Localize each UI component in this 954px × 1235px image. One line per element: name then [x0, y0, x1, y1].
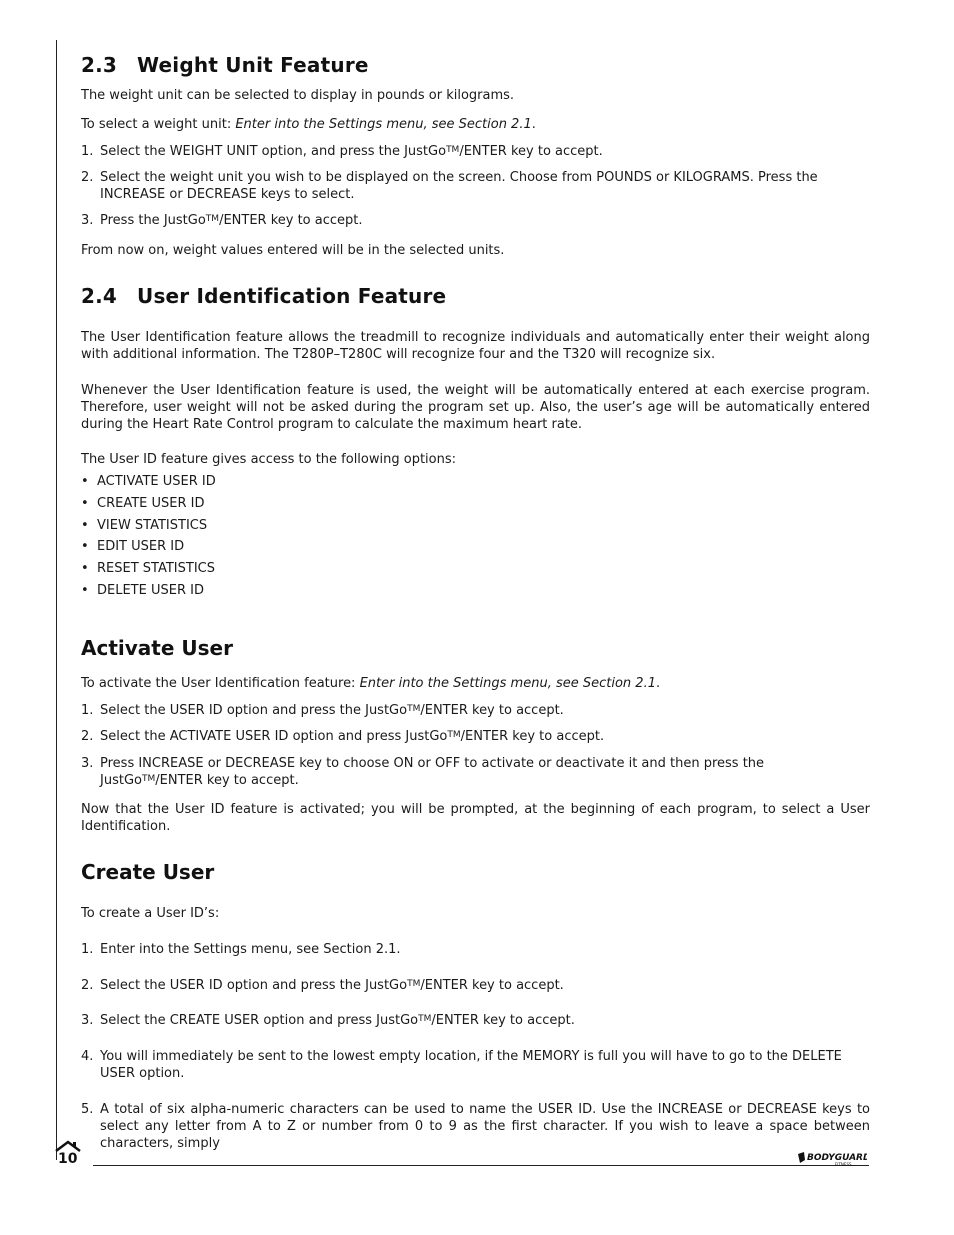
text: . [531, 117, 536, 132]
bullet-item [81, 473, 216, 490]
text: Select the CREATE USER option and press JustGo [100, 1013, 419, 1028]
bullet: • [81, 539, 89, 554]
text: /ENTER key to accept. [431, 1013, 575, 1028]
text: /ENTER key to accept. [459, 144, 603, 159]
bodyguard-logo [797, 1150, 867, 1173]
list-item [81, 169, 870, 203]
text: Press the JustGo [100, 213, 206, 228]
paragraph: To create a User ID’s: [81, 906, 220, 921]
trademark: TM [446, 145, 460, 155]
text: Enter into the Settings menu, see Section 2.1. [100, 942, 401, 957]
option-label: EDIT USER ID [97, 539, 185, 554]
list-item [81, 1012, 870, 1029]
option-label: RESET STATISTICS [97, 561, 215, 576]
step-number: 2. [81, 729, 94, 744]
step-number: 1. [81, 144, 94, 159]
list-item [81, 212, 870, 229]
trademark: TM [418, 1014, 432, 1024]
text: To activate the User Identification feature: [81, 676, 360, 691]
section-2-4-heading [81, 284, 446, 308]
list-item [81, 941, 870, 958]
left-margin-rule [56, 40, 57, 1160]
logo-subtext: FITNESS [835, 1162, 852, 1167]
text: Press INCREASE or DECREASE key to choose ON or OFF to activate or deactivate it and then press the JustGo [100, 756, 765, 788]
bullet: • [81, 518, 89, 533]
step-number: 4. [81, 1049, 94, 1064]
section-title: User Identification Feature [137, 284, 447, 308]
page-number: 10 [58, 1151, 78, 1167]
text: /ENTER key to accept. [155, 773, 299, 788]
bullet-item [81, 495, 205, 512]
option-label: ACTIVATE USER ID [97, 474, 216, 489]
paragraph [81, 675, 870, 692]
text: To select a weight unit: [81, 117, 236, 132]
paragraph: The User ID feature gives access to the following options: [81, 452, 457, 467]
bullet: • [81, 496, 89, 511]
step-number: 5. [81, 1102, 94, 1117]
trademark: TM [447, 730, 461, 740]
text: A total of six alpha-numeric characters can be used to name the USER ID. Use the INCREASE or DECREASE keys to select any letter from A to Z or number from 0 to 9 as the first character. If you wish to leave a space between characters, simply [100, 1102, 870, 1151]
paragraph: From now on, weight values entered will be in the selected units. [81, 243, 505, 258]
bullet: • [81, 474, 89, 489]
step-number: 1. [81, 703, 94, 718]
bullet-item [81, 582, 204, 599]
option-label: DELETE USER ID [97, 583, 204, 598]
step-number: 3. [81, 1013, 94, 1028]
paragraph: The User Identification feature allows the treadmill to recognize individuals and automatically enter their weight along with additional information. The T280P–T280C will recognize four and the T320 will recognize six. [81, 330, 870, 362]
list-item [81, 755, 870, 789]
section-title: Weight Unit Feature [137, 53, 369, 77]
paragraph: The weight unit can be selected to display in pounds or kilograms. [81, 88, 515, 103]
bullet: • [81, 561, 89, 576]
option-label: VIEW STATISTICS [97, 518, 208, 533]
text: /ENTER key to accept. [460, 729, 605, 744]
section-number: 2.4 [81, 284, 118, 308]
list-item [81, 1048, 870, 1082]
text: Select the ACTIVATE USER ID option and press JustGo [100, 729, 448, 744]
list-item [81, 728, 870, 745]
text: Select the USER ID option and press the JustGo [100, 978, 408, 993]
step-number: 1. [81, 942, 94, 957]
list-item [81, 977, 870, 994]
trademark: TM [141, 774, 156, 784]
footer-rule [93, 1165, 869, 1166]
list-item [81, 1101, 870, 1152]
logo-text: BODYGUARD [807, 1153, 867, 1163]
text: /ENTER key to accept. [420, 703, 564, 718]
text: Select the WEIGHT UNIT option, and press the JustGo [100, 144, 447, 159]
activate-user-heading: Activate User [81, 636, 233, 660]
text: Select the weight unit you wish to be displayed on the screen. Choose from POUNDS or KILOGRAMS. Press the INCREASE or DECREASE keys to select. [100, 170, 818, 202]
step-number: 2. [81, 170, 94, 185]
text: . [655, 676, 661, 691]
text: Select the USER ID option and press the JustGo [100, 703, 408, 718]
trademark: TM [205, 214, 220, 224]
list-item [81, 702, 870, 719]
bullet: • [81, 583, 89, 598]
section-2-3-heading [81, 53, 369, 77]
trademark: TM [407, 704, 421, 714]
step-number: 3. [81, 213, 94, 228]
step-number: 2. [81, 978, 94, 993]
bullet-item [81, 538, 184, 555]
create-user-heading: Create User [81, 860, 215, 884]
paragraph: Whenever the User Identification feature is used, the weight will be automatically entered at each exercise program. Therefore, user weight will not be asked during the program set up. Also, the user’s age will be automatically entered during the Heart Rate Control program to calculate the maximum heart rate. [81, 383, 870, 432]
text: /ENTER key to accept. [420, 978, 564, 993]
paragraph [81, 116, 870, 133]
section-number: 2.3 [81, 53, 118, 77]
bullet-item [81, 560, 215, 577]
text: You will immediately be sent to the lowest empty location, if the MEMORY is full you will have to go to the DELETE USER option. [100, 1049, 842, 1081]
italic-reference: Enter into the Settings menu, see Section 2.1 [359, 676, 656, 691]
text: /ENTER key to accept. [219, 213, 363, 228]
paragraph: Now that the User ID feature is activated; you will be prompted, at the beginning of each program, to select a User Identification. [81, 802, 870, 834]
list-item [81, 143, 870, 160]
step-number: 3. [81, 756, 94, 771]
bullet-item [81, 517, 207, 534]
trademark: TM [407, 979, 421, 989]
option-label: CREATE USER ID [97, 496, 205, 511]
italic-reference: Enter into the Settings menu, see Section 2.1 [235, 117, 532, 132]
